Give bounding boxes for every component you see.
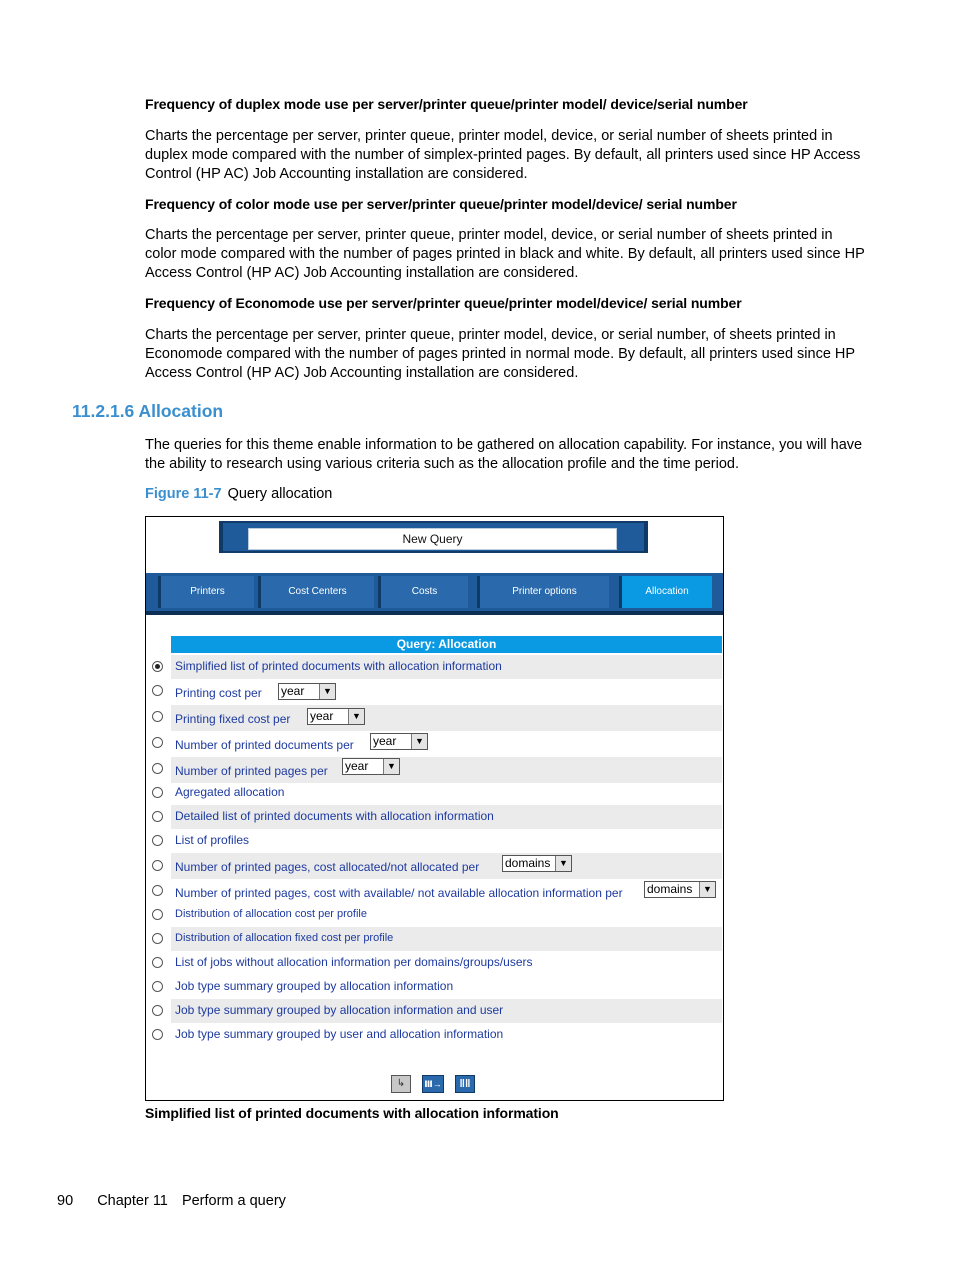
duplex-heading: Frequency of duplex mode use per server/printer queue/printer model/ device/serial number xyxy=(145,96,748,112)
chevron-down-icon: ▼ xyxy=(699,882,715,897)
option-row[interactable] xyxy=(146,905,723,929)
radio-button[interactable] xyxy=(152,860,163,871)
option-label: Number of printed pages, cost with available/ not available allocation information per xyxy=(175,886,623,900)
option-row[interactable] xyxy=(146,731,723,757)
option-row[interactable] xyxy=(146,951,723,975)
select-value: domains xyxy=(505,856,551,870)
period-select[interactable] xyxy=(307,708,365,725)
option-row[interactable] xyxy=(146,999,723,1023)
option-row[interactable] xyxy=(146,829,723,853)
option-label: Printing cost per xyxy=(175,686,262,700)
radio-button[interactable] xyxy=(152,685,163,696)
select-value: year xyxy=(373,734,397,748)
duplex-paragraph: Charts the percentage per server, printer queue, printer model, device, or serial number of sheets printed in duplex mode compared with the number of simplex-printed pages. By default, all printers used since HP Access Control (HP AC) Job Accounting installation are considered. xyxy=(145,128,861,182)
option-row[interactable] xyxy=(146,853,723,879)
grouping-select[interactable] xyxy=(502,855,572,872)
option-label: Distribution of allocation cost per profile xyxy=(175,908,367,920)
section-paragraph: The queries for this theme enable information to be gathered on allocation capability. For instance, you will have the ability to research using various criteria such as the allocation profile and the time period. xyxy=(145,437,863,472)
option-label: List of profiles xyxy=(175,833,250,847)
chevron-down-icon: ▼ xyxy=(555,856,571,871)
option-label: Job type summary grouped by allocation information xyxy=(175,979,454,993)
period-select[interactable] xyxy=(278,683,336,700)
option-row[interactable] xyxy=(146,655,723,679)
economode-paragraph: Charts the percentage per server, printer queue, printer model, device, or serial number, of sheets printed in Economode compared with the number of pages printed in normal mode. By default, all printers used since HP Access Control (HP AC) Job Accounting installation are considered. xyxy=(145,327,855,381)
tab-printer-options[interactable]: Printer options xyxy=(477,576,609,608)
color-paragraph: Charts the percentage per server, printer queue, printer model, device, or serial number of sheets printed in color mode compared with the number of pages printed in black and white. By default, all printers used since HP Access Control (HP AC) Job Accounting installation are considered. xyxy=(145,227,865,281)
option-label: Distribution of allocation fixed cost per profile xyxy=(175,932,394,944)
option-label: Simplified list of printed documents with allocation information xyxy=(175,659,502,673)
grouping-select[interactable] xyxy=(644,881,716,898)
radio-button[interactable] xyxy=(152,787,163,798)
radio-button[interactable] xyxy=(152,835,163,846)
chapter-title: Perform a query xyxy=(181,1193,286,1209)
tab-bar xyxy=(146,573,723,611)
color-heading: Frequency of color mode use per server/printer queue/printer model/device/ serial number xyxy=(145,196,737,212)
bar-endcap-right xyxy=(644,521,648,553)
query-allocation-figure xyxy=(145,516,724,1101)
query-header: Query: Allocation xyxy=(171,636,722,653)
select-value: year xyxy=(345,759,369,773)
option-label: Number of printed pages, cost allocated/not allocated per xyxy=(175,860,480,874)
tab-allocation[interactable]: Allocation xyxy=(619,576,712,608)
bar-endcap-left xyxy=(219,521,223,553)
option-row[interactable] xyxy=(146,1023,723,1047)
period-select[interactable] xyxy=(370,733,428,750)
new-query-bar xyxy=(219,521,648,553)
chevron-down-icon: ▼ xyxy=(348,709,364,724)
radio-button[interactable] xyxy=(152,981,163,992)
radio-button[interactable] xyxy=(152,763,163,774)
economode-heading: Frequency of Economode use per server/printer queue/printer model/device/ serial number xyxy=(145,295,742,311)
option-row[interactable] xyxy=(146,927,723,951)
radio-button[interactable] xyxy=(152,1005,163,1016)
option-row[interactable] xyxy=(146,879,723,905)
radio-button[interactable] xyxy=(152,957,163,968)
option-row[interactable] xyxy=(146,805,723,829)
option-label: Number of printed documents per xyxy=(175,738,354,752)
barcode-icon[interactable]: ‖‖ xyxy=(455,1075,475,1093)
tab-cost-centers[interactable]: Cost Centers xyxy=(258,576,374,608)
section-title: 11.2.1.6 Allocation xyxy=(72,401,224,421)
select-value: year xyxy=(281,684,305,698)
figure-caption: Query allocation xyxy=(227,486,333,502)
period-select[interactable] xyxy=(342,758,400,775)
option-label: Detailed list of printed documents with allocation information xyxy=(175,809,494,823)
page-footer xyxy=(57,1193,286,1209)
after-figure-heading: Simplified list of printed documents with allocation information xyxy=(145,1105,559,1121)
option-label: Number of printed pages per xyxy=(175,764,328,778)
radio-button[interactable] xyxy=(152,1029,163,1040)
radio-button[interactable] xyxy=(152,811,163,822)
tab-printers[interactable]: Printers xyxy=(158,576,254,608)
figure-label xyxy=(145,486,332,502)
radio-button[interactable] xyxy=(152,737,163,748)
option-label: Job type summary grouped by user and allocation information xyxy=(175,1027,504,1041)
radio-button[interactable] xyxy=(152,711,163,722)
run-query-icon[interactable]: ↳ xyxy=(391,1075,411,1093)
page-number: 90 xyxy=(57,1193,74,1209)
chevron-down-icon: ▼ xyxy=(383,759,399,774)
export-icon[interactable]: Ⅲ→ xyxy=(422,1075,444,1093)
radio-button[interactable] xyxy=(152,909,163,920)
radio-button[interactable] xyxy=(152,661,163,672)
tab-costs[interactable]: Costs xyxy=(378,576,468,608)
option-row[interactable] xyxy=(146,975,723,999)
option-label: Printing fixed cost per xyxy=(175,712,291,726)
chapter-label: Chapter 11 xyxy=(97,1193,168,1209)
option-row[interactable] xyxy=(146,757,723,783)
tab-bar-shadow xyxy=(146,611,723,615)
figure-number: Figure 11-7 xyxy=(145,486,222,502)
chevron-down-icon: ▼ xyxy=(319,684,335,699)
option-row[interactable] xyxy=(146,705,723,731)
select-value: year xyxy=(310,709,334,723)
option-row[interactable] xyxy=(146,679,723,705)
new-query-button[interactable]: New Query xyxy=(248,528,617,550)
radio-button[interactable] xyxy=(152,933,163,944)
option-label: Agregated allocation xyxy=(175,785,285,799)
radio-button[interactable] xyxy=(152,885,163,896)
select-value: domains xyxy=(647,882,693,896)
option-label: List of jobs without allocation information per domains/groups/users xyxy=(175,955,533,969)
chevron-down-icon: ▼ xyxy=(411,734,427,749)
option-label: Job type summary grouped by allocation information and user xyxy=(175,1003,504,1017)
option-row[interactable] xyxy=(146,783,723,807)
